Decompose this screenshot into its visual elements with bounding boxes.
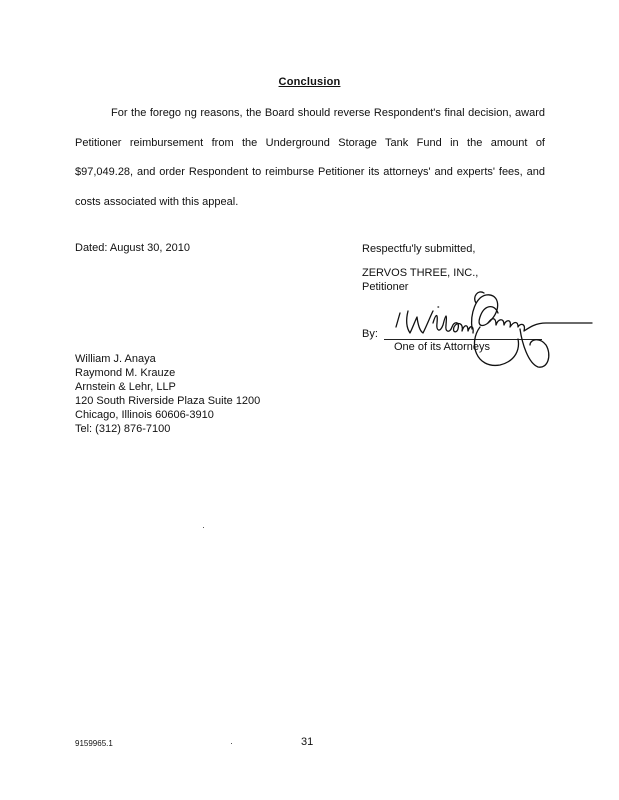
scan-speck (231, 743, 232, 744)
street-address: 120 South Riverside Plaza Suite 1200 (75, 395, 261, 407)
attorney-name-2: Raymond M. Krauze (75, 367, 176, 379)
document-id: 9159965.1 (75, 739, 113, 748)
closing-text: Respectfu'ly submitted, (362, 243, 476, 255)
party-role: Petitioner (362, 281, 409, 293)
conclusion-paragraph: For the forego ng reasons, the Board should reverse Respondent's final decision, award Petitioner reimbursement from the Underground Storage Tank Fund in the amount of $97,049.28, and order Respondent to reimburse Petitioner its attorneys' and experts' fees, and costs associated with this appeal. (75, 107, 545, 208)
signature-caption: One of its Attorneys (394, 341, 490, 353)
scan-speck (203, 527, 204, 528)
page-number: 31 (301, 736, 314, 748)
law-firm: Arnstein & Lehr, LLP (75, 381, 176, 393)
attorney-name-1: William J. Anaya (75, 353, 156, 365)
date-line: Dated: August 30, 2010 (75, 242, 190, 254)
section-heading: Conclusion (278, 76, 341, 88)
handwritten-signature (380, 283, 595, 373)
city-state-zip: Chicago, Illinois 60606-3910 (75, 409, 214, 421)
company-name: ZERVOS THREE, INC., (362, 267, 479, 279)
attorney-address (75, 352, 260, 436)
by-label: By: (362, 328, 378, 340)
telephone: Tel: (312) 876-7100 (75, 423, 171, 435)
